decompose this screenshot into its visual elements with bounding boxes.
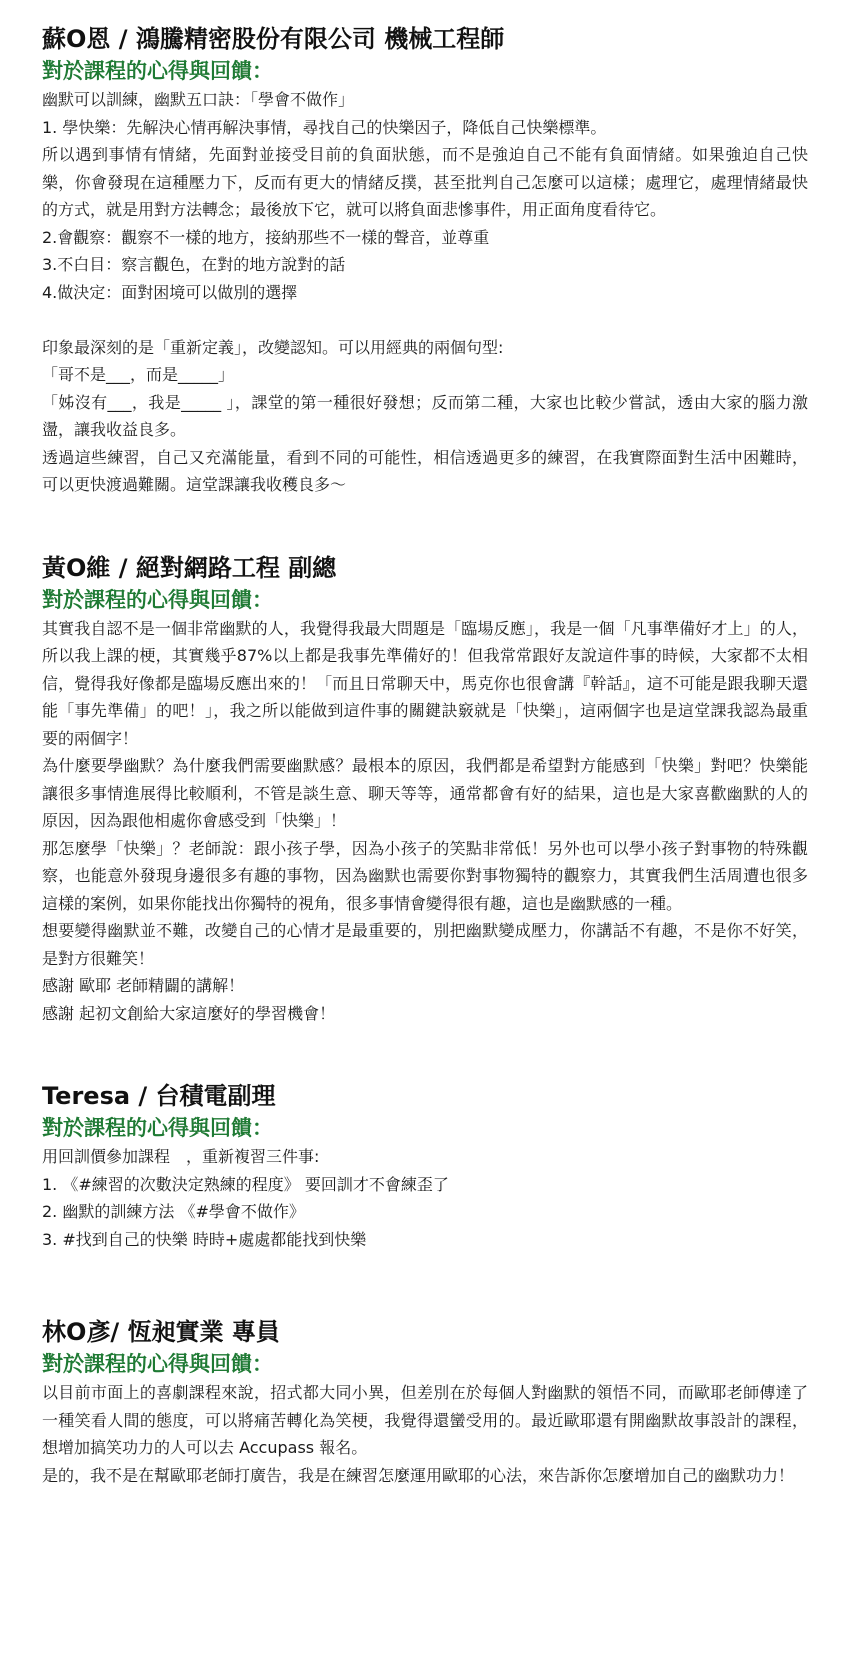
feedback-paragraph: 4.做決定：面對困境可以做別的選擇 <box>42 282 298 302</box>
feedback-subheading: 對於課程的心得與回饋： <box>42 1115 273 1140</box>
feedback-body <box>42 1379 808 1489</box>
feedback-paragraph: 3. #找到自己的快樂 時時+處處都能找到快樂 <box>42 1229 367 1249</box>
paragraph-spacer <box>42 306 808 334</box>
feedback-paragraph: 所以遇到事情有情緒，先面對並接受目前的負面狀態，而不是強迫自己不能有負面情緒。如果強迫自己快樂，你會發現在這種壓力下，反而有更大的情緒反撲，甚至批判自己怎麼可以這樣；處理它，處理情緒最快的方式，就是用對方法轉念；最後放下它，就可以將負面悲慘事件，用正面角度看待它。 <box>42 145 808 219</box>
feedback-paragraph: 1. 學快樂：先解決心情再解決事情，尋找自己的快樂因子，降低自己快樂標準。 <box>42 117 607 137</box>
testimonial-entry-4 <box>42 1315 808 1489</box>
feedback-paragraph: 幽默可以訓練，幽默五口訣：「學會不做作」 <box>42 90 355 109</box>
feedback-subheading: 對於課程的心得與回饋： <box>42 58 273 83</box>
feedback-paragraph: 用回訓價參加課程 ，重新複習三件事: <box>42 1147 320 1166</box>
feedback-subheading: 對於課程的心得與回饋： <box>42 586 273 612</box>
feedback-paragraph: 其實我自認不是一個非常幽默的人，我覺得我最大問題是「臨場反應」，我是一個「凡事準備好才上」的人，所以我上課的梗，其實幾乎87%以上都是我事先準備好的！但我常常跟好友說這件事的時候，大家都不太相信，覺得我好像都是臨場反應出來的！「而且日常聊天中，馬克你也很會講『幹話』，這不可能是跟我聊天還能「事先準備」的吧！」，我之所以能做到這件事的關鍵訣竅就是「快樂」，這兩個字也是這堂課我認為最重要的兩個字！ <box>42 618 808 748</box>
feedback-paragraph: 「哥不是___，而是_____」 <box>42 365 235 384</box>
feedback-paragraph: 2. 幽默的訓練方法 《#學會不做作》 <box>42 1202 305 1221</box>
testimonial-entry-3 <box>42 1079 808 1253</box>
feedback-paragraph: 透過這些練習，自己又充滿能量，看到不同的可能性，相信透過更多的練習，在我實際面對生活中困難時，可以更快渡過難關。這堂課讓我收穫良多～ <box>42 447 808 494</box>
feedback-body <box>42 615 808 1028</box>
feedback-paragraph: 是的，我不是在幫歐耶老師打廣告，我是在練習怎麼運用歐耶的心法，來告訴你怎麼增加自己的幽默功力！ <box>42 1465 795 1485</box>
feedback-paragraph: 為什麼要學幽默？為什麼我們需要幽默感？最根本的原因，我們都是希望對方能感到「快樂」對吧？快樂能讓很多事情進展得比較順利，不管是談生意、聊天等等，通常都會有好的結果，這也是大家喜歡幽默的人的原因，因為跟他相處你會感受到「快樂」！ <box>42 756 808 830</box>
feedback-paragraph: 那怎麼學「快樂」？老師說：跟小孩子學，因為小孩子的笑點非常低！另外也可以學小孩子對事物的特殊觀察，也能意外發現身邊很多有趣的事物，因為幽默也需要你對事物獨特的觀察力，其實我們生活周遭也很多這樣的案例，如果你能找出你獨特的視角，很多事情會變得很有趣，這也是幽默感的一種。 <box>42 838 808 913</box>
feedback-body <box>42 86 808 499</box>
feedback-paragraph: 想要變得幽默並不難，改變自己的心情才是最重要的，別把幽默變成壓力，你講話不有趣，不是你不好笑，是對方很難笑！ <box>42 921 808 968</box>
author-heading: 蘇O恩 / 鴻騰精密股份有限公司 機械工程師 <box>42 25 505 53</box>
feedback-body <box>42 1143 808 1253</box>
author-heading: Teresa / 台積電副理 <box>42 1082 276 1110</box>
feedback-paragraph: 印象最深刻的是「重新定義」，改變認知。可以用經典的兩個句型: <box>42 337 504 357</box>
feedback-paragraph: 2.會觀察：觀察不一樣的地方，接納那些不一樣的聲音，並尊重 <box>42 227 490 247</box>
feedback-paragraph: 「姊沒有___，我是_____ 」，課堂的第一種很好發想；反而第二種，大家也比較少嘗試，透由大家的腦力激盪，讓我收益良多。 <box>42 392 808 439</box>
feedback-paragraph: 1. 《#練習的次數決定熟練的程度》 要回訓才不會練歪了 <box>42 1174 449 1194</box>
testimonial-entry-1 <box>42 22 808 499</box>
testimonial-entry-2 <box>42 551 808 1028</box>
feedback-paragraph: 感謝 歐耶 老師精闢的講解！ <box>42 976 245 995</box>
author-heading: 林O彥/ 恆昶實業 專員 <box>42 1318 280 1346</box>
feedback-paragraph: 感謝 起初文創給大家這麼好的學習機會！ <box>42 1003 336 1023</box>
author-heading: 黃O維 / 絕對網路工程 副總 <box>42 553 337 582</box>
feedback-paragraph: 以目前市面上的喜劇課程來說，招式都大同小異，但差別在於每個人對幽默的領悟不同，而歐耶老師傳達了一種笑看人間的態度，可以將痛苦轉化為笑梗，我覺得還蠻受用的。最近歐耶還有開幽默故事設計的課程，想增加搞笑功力的人可以去 Accupass 報名。 <box>42 1383 808 1457</box>
feedback-paragraph: 3.不白目：察言觀色，在對的地方說對的話 <box>42 255 346 274</box>
feedback-subheading: 對於課程的心得與回饋： <box>42 1351 273 1376</box>
